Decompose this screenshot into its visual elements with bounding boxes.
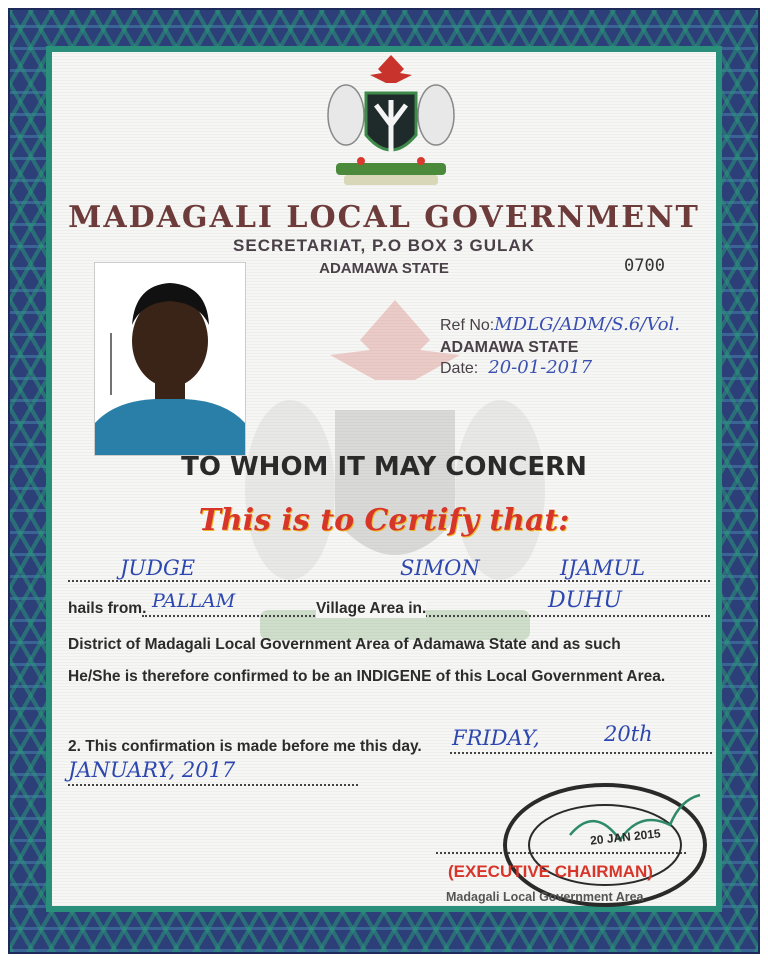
district-line: District of Madagali Local Government Area of Adamawa State and as such: [68, 636, 621, 653]
passport-photo: [94, 262, 246, 456]
area-value: DUHU: [548, 588, 622, 613]
ref-value: MDLG/ADM/S.6/Vol.: [494, 314, 681, 335]
ref-label: Ref No:: [440, 317, 495, 334]
page-title: MADAGALI LOCAL GOVERNMENT: [68, 200, 700, 235]
hails-from-label: hails from.: [68, 600, 147, 617]
lga-name: Madagali Local Government Area: [446, 890, 644, 904]
name-middle: SIMON: [400, 556, 480, 580]
confirmation-day: FRIDAY,: [452, 726, 540, 750]
name-first: JUDGE: [120, 556, 196, 580]
stamp-date: 20 JAN 2015: [589, 826, 662, 848]
confirmation-dotted-line: [450, 752, 712, 754]
address-line: SECRETARIAT, P.O BOX 3 GULAK: [233, 236, 535, 255]
village-area-label: Village Area in.: [316, 600, 427, 617]
executive-chairman-title: (EXECUTIVE CHAIRMAN): [448, 862, 653, 881]
heading: TO WHOM IT MAY CONCERN: [181, 452, 587, 482]
date-label: Date:: [440, 360, 479, 377]
serial-number: 0700: [624, 256, 665, 276]
ref-state: ADAMAWA STATE: [440, 339, 579, 356]
confirmation-date-rest: JANUARY, 2017: [68, 758, 236, 782]
reference-block: [440, 314, 680, 378]
name-dotted-line: [68, 580, 710, 582]
state-line: ADAMAWA STATE: [319, 260, 449, 277]
name-last: IJAMUL: [560, 556, 646, 580]
certify-heading: This is to Certify that:: [198, 503, 570, 538]
confirmation-label: 2. This confirmation is made before me this day.: [68, 738, 422, 755]
confirmation-date-num: 20th: [604, 722, 653, 746]
date-value: 20-01-2017: [488, 357, 593, 378]
coat-of-arms-icon: [316, 55, 466, 195]
indigene-line: He/She is therefore confirmed to be an INDIGENE of this Local Government Area.: [68, 668, 666, 685]
confirmation-dotted-line-2: [68, 784, 358, 786]
village-value: PALLAM: [152, 590, 236, 612]
